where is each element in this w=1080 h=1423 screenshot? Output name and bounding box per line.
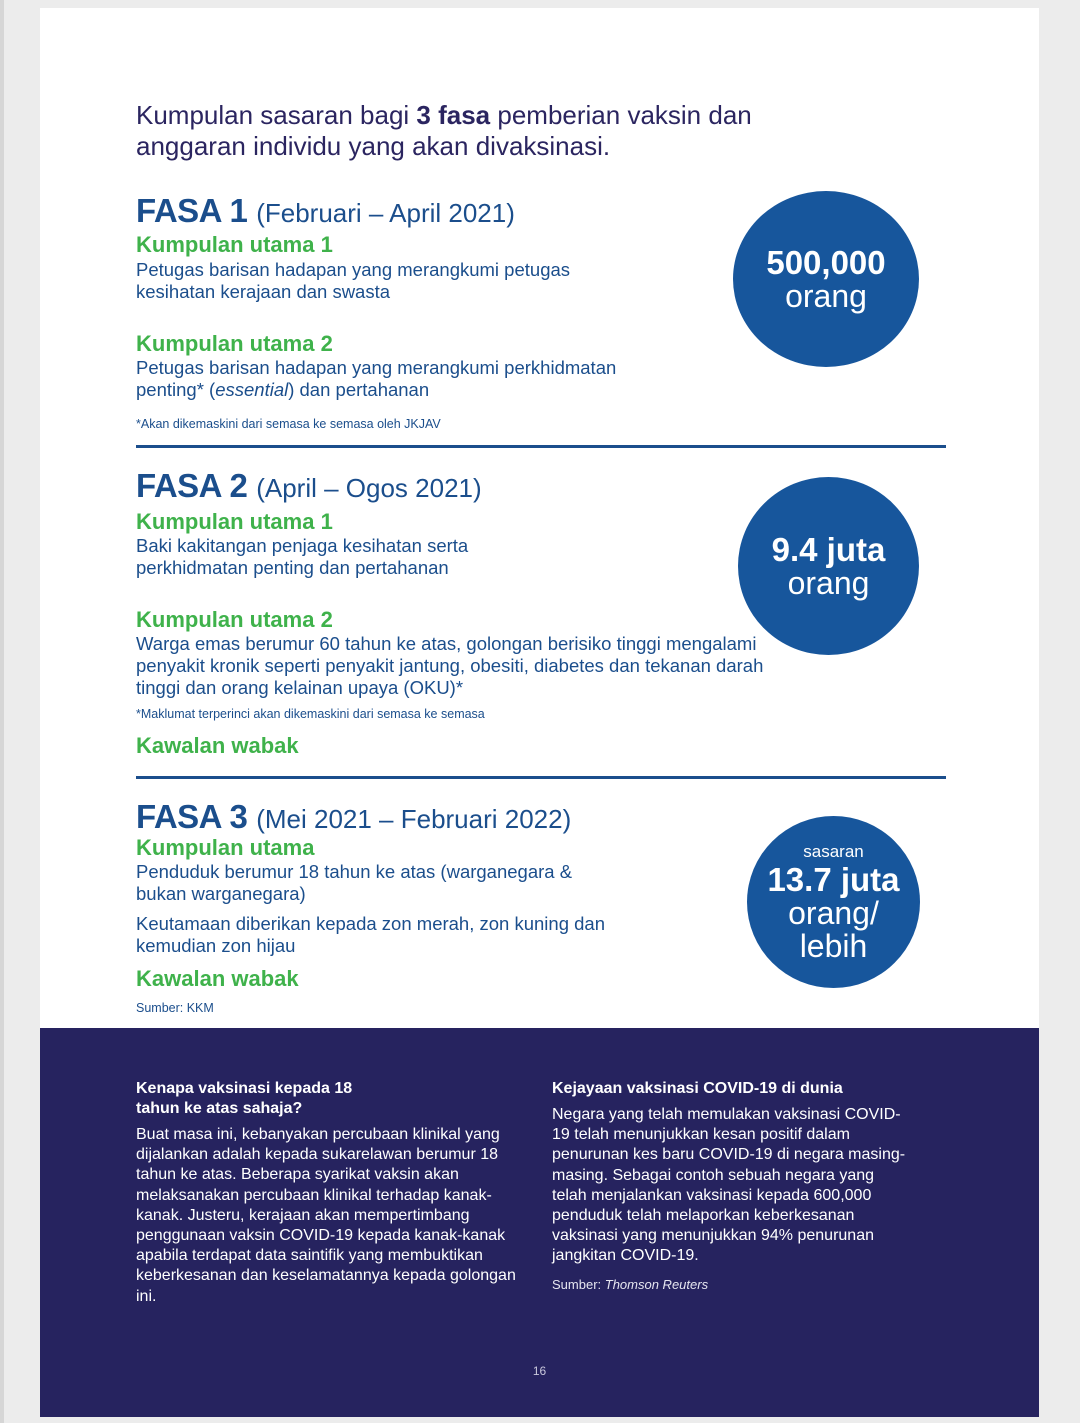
info-panel — [40, 1028, 1039, 1417]
fasa-2-target-value: 9.4 juta — [771, 530, 886, 568]
fasa-1-note: *Akan dikemaskini dari semasa ke semasa oleh JKJAV — [136, 417, 441, 431]
fasa-2-group-2-title: Kumpulan utama 2 — [136, 607, 333, 632]
page-number: 16 — [532, 1364, 547, 1378]
info-right-column — [552, 1079, 912, 1292]
info-left-column — [136, 1079, 526, 1307]
info-left-title: Kenapa vaksinasi kepada 18 tahun ke atas sahaja? — [136, 1080, 353, 1117]
fasa-3-target-unit: orang/ lebih — [788, 895, 879, 964]
fasa-2-target-unit: orang — [787, 564, 870, 601]
fasa-2-group-2-desc: Warga emas berumur 60 tahun ke atas, golongan berisiko tinggi mengalami penyakit kronik seperti penyakit jantung, obesiti, diabetes dan tekanan darah tinggi dan orang kelainan upaya (OKU)* — [136, 633, 764, 698]
page-heading: Kumpulan sasaran bagi 3 fasa pemberian vaksin dan anggaran individu yang akan divaksinasi. — [136, 100, 752, 161]
fasa-3-target-value: 13.7 juta — [767, 861, 900, 898]
fasa-2-target-circle — [738, 477, 919, 655]
fasa-1-target-unit: orang — [785, 277, 867, 314]
fasa-2-extra: Kawalan wabak — [136, 733, 299, 758]
info-right-source: Sumber: Thomson Reuters — [552, 1276, 709, 1292]
fasa-3-target-pre: sasaran — [803, 842, 864, 861]
document-page — [40, 8, 1039, 1417]
fasa-2-group-1-title: Kumpulan utama 1 — [136, 509, 333, 534]
fasa-3-title: FASA 3 (Mei 2021 – Februari 2022) — [136, 798, 572, 835]
fasa-1-group-2-title: Kumpulan utama 2 — [136, 331, 333, 356]
fasa-1-group-2-desc: Petugas barisan hadapan yang merangkumi perkhidmatan penting* (essential) dan pertahanan — [136, 357, 617, 400]
source-note: Sumber: KKM — [136, 1001, 214, 1015]
info-right-body: Negara yang telah memulakan vaksinasi COVID-19 telah menunjukkan kesan positif dalam penurunan kes baru COVID-19 di negara masing-masing. Sebagai contoh sebuah negara yang telah menjalankan vaksinasi kepada 600,000 penduduk telah melaporkan keberkesanan vaksinasi yang menunjukkan 94% penurunan jangkitan COVID-19. — [552, 1106, 906, 1265]
fasa-2-note: *Maklumat terperinci akan dikemaskini dari semasa ke semasa — [136, 707, 485, 721]
info-left-body: Buat masa ini, kebanyakan percubaan klinikal yang dijalankan adalah kepada sukarelawan berumur 18 tahun ke atas. Beberapa syarikat vaksin akan melaksanakan percubaan klinikal terhadap kanak-kanak. Justeru, kerajaan akan mempertimbang penggunaan vaksin COVID-19 kepada kanak-kanak apabila terdapat data saintifik yang membuktikan keberkesanan dan keselamatannya kepada golongan ini. — [136, 1126, 516, 1305]
fasa-3-desc-1: Penduduk berumur 18 tahun ke atas (warganegara & bukan warganegara) — [136, 861, 573, 904]
info-right-title: Kejayaan vaksinasi COVID-19 di dunia — [552, 1080, 843, 1097]
fasa-1-title: FASA 1 (Februari – April 2021) — [136, 192, 515, 229]
fasa-2-group-1-desc: Baki kakitangan penjaga kesihatan serta perkhidmatan penting dan pertahanan — [136, 535, 469, 578]
fasa-3-desc-2: Keutamaan diberikan kepada zon merah, zon kuning dan kemudian zon hijau — [136, 913, 605, 956]
fasa-3-group-title: Kumpulan utama — [136, 835, 315, 860]
fasa-1-group-1-desc: Petugas barisan hadapan yang merangkumi petugas kesihatan kerajaan dan swasta — [136, 259, 571, 302]
fasa-2-title: FASA 2 (April – Ogos 2021) — [136, 467, 482, 504]
fasa-1-target-value: 500,000 — [766, 243, 886, 281]
fasa-1-target-circle — [733, 191, 919, 367]
fasa-1-group-1-title: Kumpulan utama 1 — [136, 232, 333, 257]
divider-1 — [136, 445, 946, 448]
fasa-3-extra: Kawalan wabak — [136, 966, 299, 991]
fasa-3-target-circle — [747, 816, 920, 988]
divider-2 — [136, 776, 946, 779]
page-edge — [0, 0, 4, 1423]
